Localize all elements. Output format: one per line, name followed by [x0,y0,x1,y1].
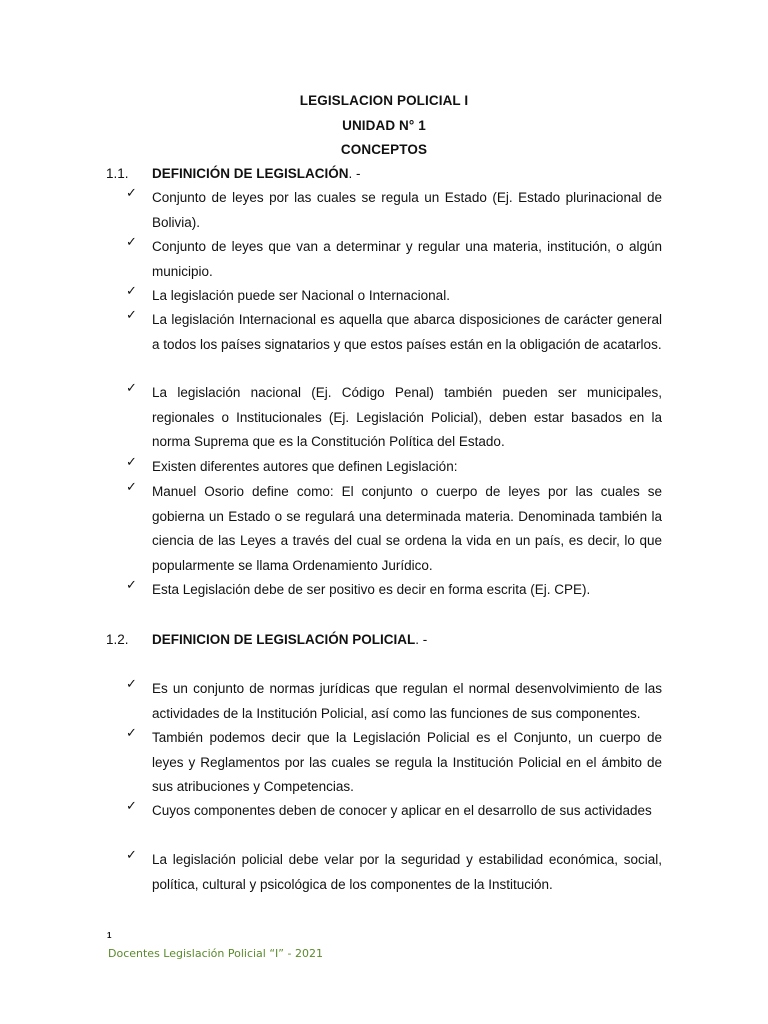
document-title: LEGISLACION POLICIAL I [299,93,469,108]
list-item [126,308,662,357]
section-heading-1-2 [106,632,427,647]
check-icon: ✓ [126,235,137,250]
list-item-text: La legislación nacional (Ej. Código Penal) también pueden ser municipales, regionales o Institucionales (Ej. Legislación Policial), deben estar basados en la norma Suprema que es la Constitución Política del Estado. [152,385,662,450]
section-heading-1-1 [106,166,361,181]
list-item-text: También podemos decir que la Legislación Policial es el Conjunto, un cuerpo de leyes y Reglamentos por las cuales se regula la Institución Policial en el ámbito de sus atribuciones y Competencias. [152,730,662,795]
list-item [126,284,662,309]
check-icon: ✓ [126,848,137,863]
check-icon: ✓ [126,284,137,299]
page-number: 1 [107,931,112,940]
list-item-text: La legislación policial debe velar por la seguridad y estabilidad económica, social, política, cultural y psicológica de los componentes de la Institución. [152,852,662,892]
list-item [126,235,662,284]
check-icon: ✓ [126,381,137,396]
check-icon: ✓ [126,308,137,323]
list-item [126,578,662,603]
list-item [126,480,662,578]
list-item-text: La legislación Internacional es aquella que abarca disposiciones de carácter general a todos los países signatarios y que estos países están en la obligación de acatarlos. [152,312,662,352]
list-item-text: Conjunto de leyes que van a determinar y regular una materia, institución, o algún municipio. [152,239,662,279]
check-icon: ✓ [126,726,137,741]
check-icon: ✓ [126,455,137,470]
list-item [126,848,662,897]
list-item-text: Es un conjunto de normas jurídicas que regulan el normal desenvolvimiento de las actividades de la Institución Policial, así como las funciones de sus componentes. [152,681,662,721]
page-footer: Docentes Legislación Policial “I” - 2021 [108,947,323,960]
list-item [126,799,662,824]
list-item [126,381,662,455]
list-item-text: Cuyos componentes deben de conocer y aplicar en el desarrollo de sus actividades [152,803,652,818]
list-item-text: Conjunto de leyes por las cuales se regula un Estado (Ej. Estado plurinacional de Bolivia). [152,190,662,230]
check-icon: ✓ [126,799,137,814]
list-item [126,726,662,800]
list-item-text: Existen diferentes autores que definen Legislación: [152,459,458,474]
concepts-heading: CONCEPTOS [340,142,428,157]
section-title: DEFINICIÓN DE LEGISLACIÓN [152,166,349,181]
check-icon: ✓ [126,480,137,495]
list-item [126,677,662,726]
list-item-text: Esta Legislación debe de ser positivo es decir en forma escrita (Ej. CPE). [152,582,591,597]
list-item-text: Manuel Osorio define como: El conjunto o cuerpo de leyes por las cuales se gobierna un Estado o se regulará una determinada materia. Denominada también la ciencia de las Leyes a través del cual se ordena la vida en un país, es decir, lo que popularmente se llama Ordenamiento Jurídico. [152,484,662,573]
section-title: DEFINICION DE LEGISLACIÓN POLICIAL [152,632,416,647]
check-icon: ✓ [126,677,137,692]
section-title-suffix: . - [415,632,428,647]
section-number: 1.1. [106,166,129,181]
section-title-suffix: . - [348,166,361,181]
list-item-text: La legislación puede ser Nacional o Internacional. [152,288,450,303]
unit-heading: UNIDAD N° 1 [342,118,426,133]
check-icon: ✓ [126,186,137,201]
list-item [126,186,662,235]
section-number: 1.2. [106,632,129,647]
list-item [126,455,662,480]
check-icon: ✓ [126,578,137,593]
